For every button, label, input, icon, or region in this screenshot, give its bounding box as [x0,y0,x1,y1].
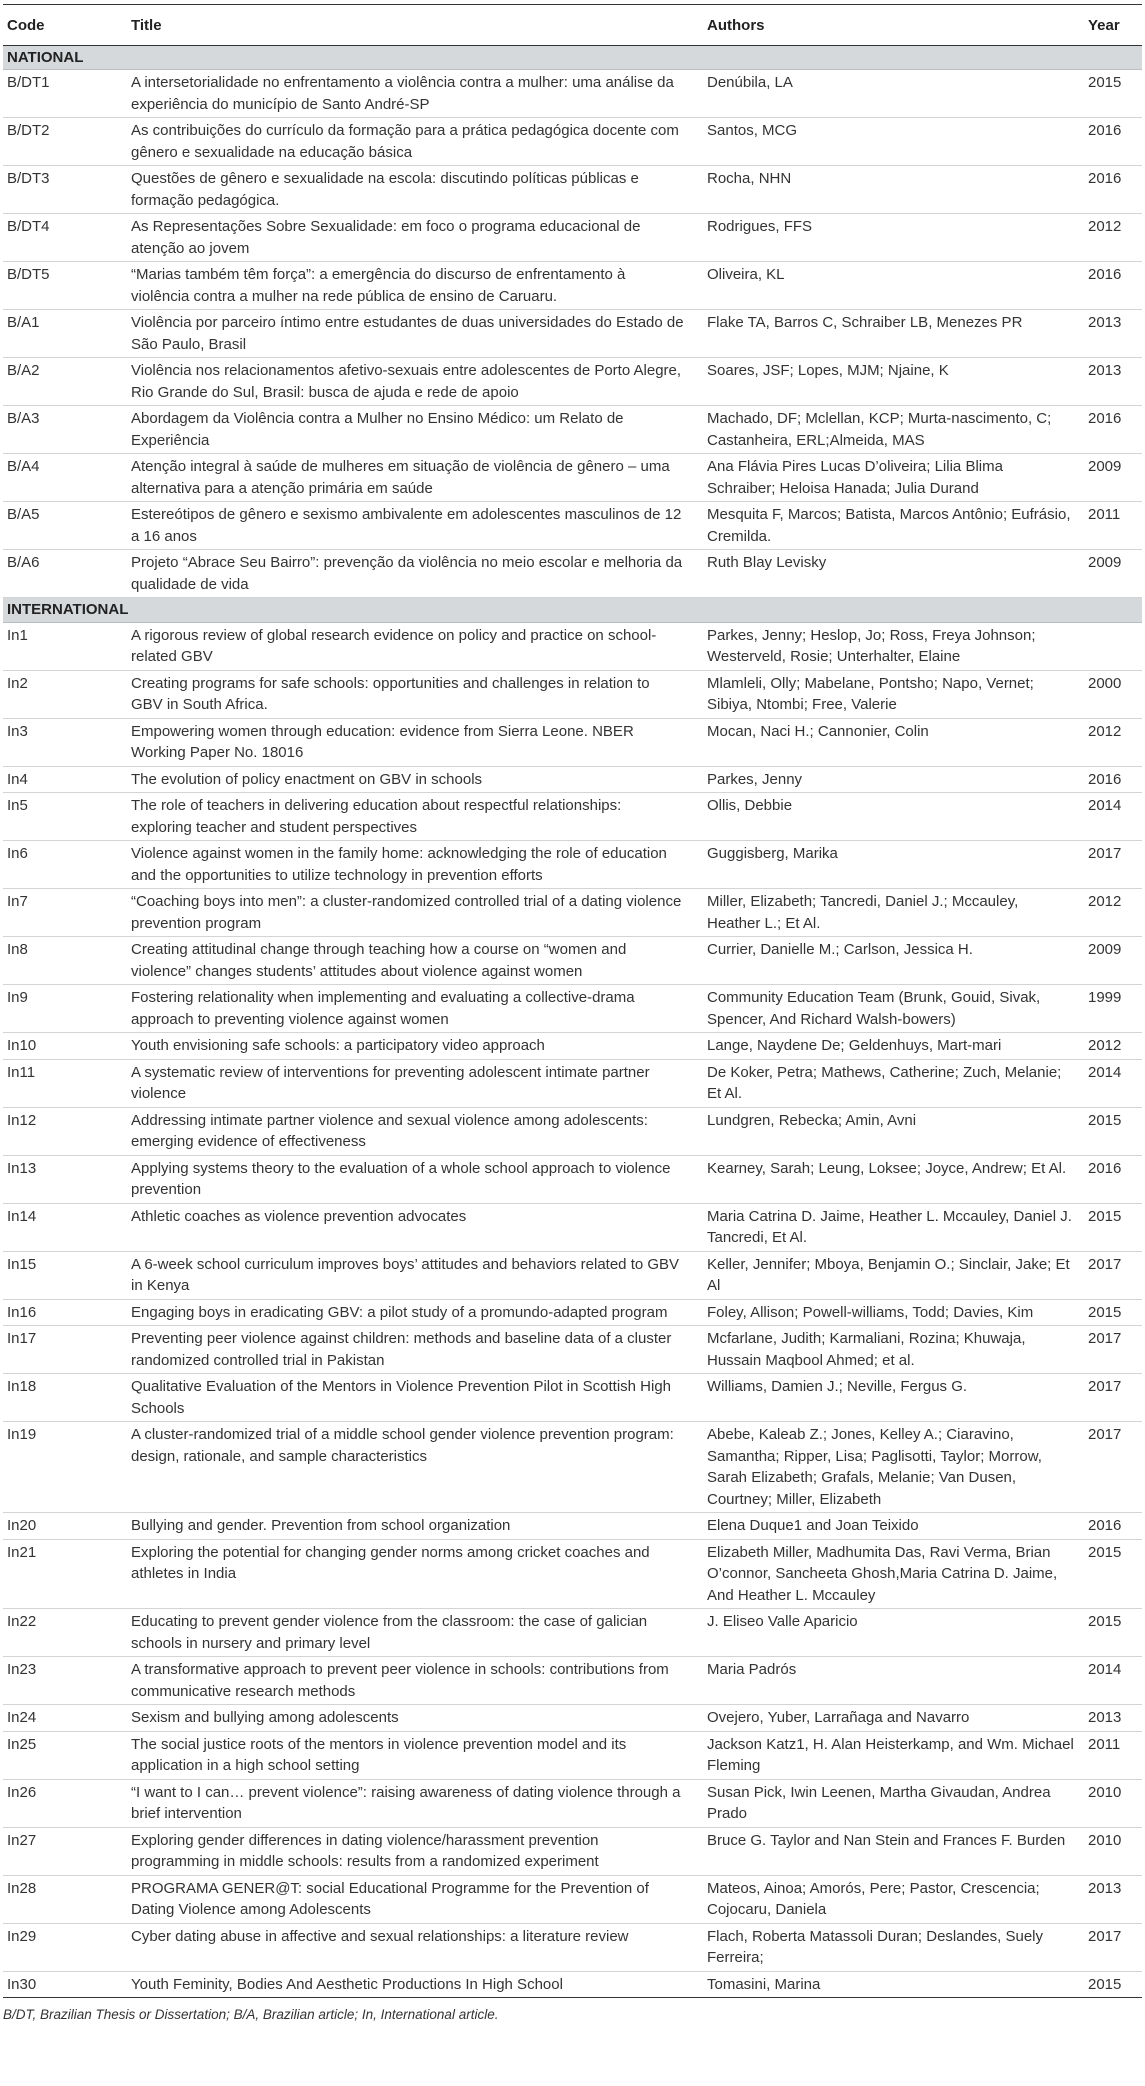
cell-authors: De Koker, Petra; Mathews, Catherine; Zuch, Melanie; Et Al. [703,1059,1084,1107]
cell-code: In8 [3,937,127,985]
table-row [3,1875,1142,1923]
table-row [3,1971,1142,1998]
table-row [3,1251,1142,1299]
cell-year: 2013 [1084,358,1142,406]
table-row [3,70,1142,118]
cell-code: In20 [3,1513,127,1540]
cell-code: In11 [3,1059,127,1107]
cell-title: Exploring the potential for changing gender norms among cricket coaches and athletes in India [127,1539,703,1609]
cell-title: Bullying and gender. Prevention from school organization [127,1513,703,1540]
table-row [3,622,1142,670]
cell-title: Projeto “Abrace Seu Bairro”: prevenção da violência no meio escolar e melhoria da qualidade de vida [127,550,703,598]
cell-title: Fostering relationality when implementing and evaluating a collective-drama approach to preventing violence against women [127,985,703,1033]
cell-year: 2013 [1084,1705,1142,1732]
cell-title: A intersetorialidade no enfrentamento a violência contra a mulher: uma análise da experiência do município de Santo André-SP [127,70,703,118]
cell-title: Youth Feminity, Bodies And Aesthetic Productions In High School [127,1971,703,1998]
cell-authors: Ollis, Debbie [703,793,1084,841]
cell-code: B/DT2 [3,118,127,166]
cell-code: In19 [3,1422,127,1513]
cell-year: 2017 [1084,1422,1142,1513]
cell-year: 2017 [1084,1923,1142,1971]
table-row [3,1326,1142,1374]
cell-title: “Coaching boys into men”: a cluster-randomized controlled trial of a dating violence prevention program [127,889,703,937]
table-row [3,670,1142,718]
cell-title: Violence against women in the family home: acknowledging the role of education and the opportunities to utilize technology in prevention efforts [127,841,703,889]
table-row [3,766,1142,793]
section-row [3,598,1142,623]
table-row [3,841,1142,889]
cell-title: Empowering women through education: evidence from Sierra Leone. NBER Working Paper No. 18016 [127,718,703,766]
cell-authors: Mocan, Naci H.; Cannonier, Colin [703,718,1084,766]
cell-year: 2000 [1084,670,1142,718]
cell-code: In13 [3,1155,127,1203]
cell-authors: Maria Catrina D. Jaime, Heather L. Mccauley, Daniel J. Tancredi, Et Al. [703,1203,1084,1251]
table-row [3,1779,1142,1827]
cell-title: The evolution of policy enactment on GBV in schools [127,766,703,793]
cell-year: 2014 [1084,1657,1142,1705]
cell-authors: Community Education Team (Brunk, Gouid, Sivak, Spencer, And Richard Walsh-bowers) [703,985,1084,1033]
cell-authors: Denúbila, LA [703,70,1084,118]
cell-code: B/A1 [3,310,127,358]
cell-code: In25 [3,1731,127,1779]
cell-year: 2016 [1084,1155,1142,1203]
cell-authors: Parkes, Jenny [703,766,1084,793]
cell-year: 2017 [1084,841,1142,889]
cell-code: In10 [3,1033,127,1060]
cell-authors: Mateos, Ainoa; Amorós, Pere; Pastor, Crescencia; Cojocaru, Daniela [703,1875,1084,1923]
cell-authors: Mcfarlane, Judith; Karmaliani, Rozina; Khuwaja, Hussain Maqbool Ahmed; et al. [703,1326,1084,1374]
header-title: Title [127,5,703,46]
table-row [3,1059,1142,1107]
table-row [3,1923,1142,1971]
cell-code: In26 [3,1779,127,1827]
cell-authors: Susan Pick, Iwin Leenen, Martha Givaudan, Andrea Prado [703,1779,1084,1827]
table-row [3,1422,1142,1513]
cell-title: Estereótipos de gênero e sexismo ambivalente em adolescentes masculinos de 12 a 16 anos [127,502,703,550]
cell-year: 2016 [1084,118,1142,166]
cell-year: 2009 [1084,454,1142,502]
cell-title: The role of teachers in delivering education about respectful relationships: exploring teacher and student perspectives [127,793,703,841]
cell-year: 2015 [1084,1203,1142,1251]
table-row [3,262,1142,310]
cell-authors: J. Eliseo Valle Aparicio [703,1609,1084,1657]
cell-year: 2015 [1084,1107,1142,1155]
table-row [3,985,1142,1033]
cell-authors: Lundgren, Rebecka; Amin, Avni [703,1107,1084,1155]
cell-title: Violência por parceiro íntimo entre estudantes de duas universidades do Estado de São Paulo, Brasil [127,310,703,358]
cell-code: B/DT4 [3,214,127,262]
cell-title: Educating to prevent gender violence from the classroom: the case of galician schools in nursery and primary level [127,1609,703,1657]
cell-title: Preventing peer violence against children: methods and baseline data of a cluster randomized controlled trial in Pakistan [127,1326,703,1374]
header-code: Code [3,5,127,46]
table-row [3,889,1142,937]
table-row [3,502,1142,550]
cell-authors: Bruce G. Taylor and Nan Stein and Frances F. Burden [703,1827,1084,1875]
cell-code: B/A4 [3,454,127,502]
table-row [3,1203,1142,1251]
cell-title: “I want to I can… prevent violence”: raising awareness of dating violence through a brief intervention [127,1779,703,1827]
cell-year: 2014 [1084,1059,1142,1107]
table-row [3,214,1142,262]
cell-year: 2015 [1084,1971,1142,1998]
cell-authors: Maria Padrós [703,1657,1084,1705]
cell-year: 2016 [1084,766,1142,793]
cell-year: 2014 [1084,793,1142,841]
cell-authors: Kearney, Sarah; Leung, Loksee; Joyce, Andrew; Et Al. [703,1155,1084,1203]
table-row [3,718,1142,766]
cell-code: B/A3 [3,406,127,454]
table-row [3,118,1142,166]
cell-code: In12 [3,1107,127,1155]
cell-authors: Williams, Damien J.; Neville, Fergus G. [703,1374,1084,1422]
cell-code: In7 [3,889,127,937]
table-row [3,1609,1142,1657]
cell-code: In18 [3,1374,127,1422]
cell-year: 2012 [1084,889,1142,937]
cell-year: 2012 [1084,214,1142,262]
table-body [3,45,1142,1998]
cell-year: 2017 [1084,1374,1142,1422]
section-label: NATIONAL [3,45,1142,70]
cell-code: B/A5 [3,502,127,550]
cell-code: In6 [3,841,127,889]
cell-year: 2015 [1084,70,1142,118]
cell-year: 2016 [1084,166,1142,214]
cell-code: B/DT5 [3,262,127,310]
cell-code: In3 [3,718,127,766]
cell-authors: Soares, JSF; Lopes, MJM; Njaine, K [703,358,1084,406]
section-label: INTERNATIONAL [3,598,1142,623]
cell-title: A rigorous review of global research evidence on policy and practice on school-related GBV [127,622,703,670]
cell-code: B/A6 [3,550,127,598]
cell-code: In28 [3,1875,127,1923]
cell-year: 2016 [1084,1513,1142,1540]
cell-title: Addressing intimate partner violence and sexual violence among adolescents: emerging evidence of effectiveness [127,1107,703,1155]
cell-authors: Elizabeth Miller, Madhumita Das, Ravi Verma, Brian O’connor, Sancheeta Ghosh,Maria Catrina D. Jaime, And Heather L. Mccauley [703,1539,1084,1609]
cell-title: “Marias também têm força”: a emergência do discurso de enfrentamento à violência contra a mulher na rede pública de ensino de Caruaru. [127,262,703,310]
cell-code: In16 [3,1299,127,1326]
cell-authors: Elena Duque1 and Joan Teixido [703,1513,1084,1540]
cell-title: The social justice roots of the mentors in violence prevention model and its application in a high school setting [127,1731,703,1779]
cell-code: In5 [3,793,127,841]
cell-title: A systematic review of interventions for preventing adolescent intimate partner violence [127,1059,703,1107]
cell-title: Applying systems theory to the evaluation of a whole school approach to violence prevention [127,1155,703,1203]
cell-year: 2011 [1084,1731,1142,1779]
cell-title: As Representações Sobre Sexualidade: em foco o programa educacional de atenção ao jovem [127,214,703,262]
cell-year: 2011 [1084,502,1142,550]
cell-authors: Flake TA, Barros C, Schraiber LB, Menezes PR [703,310,1084,358]
cell-year: 2012 [1084,1033,1142,1060]
header-year: Year [1084,5,1142,46]
cell-year: 2015 [1084,1609,1142,1657]
cell-code: In29 [3,1923,127,1971]
table-row [3,406,1142,454]
cell-title: Athletic coaches as violence prevention advocates [127,1203,703,1251]
cell-code: In1 [3,622,127,670]
table-row [3,358,1142,406]
table-row [3,1155,1142,1203]
cell-code: In4 [3,766,127,793]
header-authors: Authors [703,5,1084,46]
table-row [3,937,1142,985]
cell-title: Atenção integral à saúde de mulheres em situação de violência de gênero – uma alternativa para a atenção primária em saúde [127,454,703,502]
cell-title: PROGRAMA GENER@T: social Educational Programme for the Prevention of Dating Violence among Adolescents [127,1875,703,1923]
cell-year: 2009 [1084,937,1142,985]
cell-authors: Machado, DF; Mclellan, KCP; Murta-nascimento, C; Castanheira, ERL;Almeida, MAS [703,406,1084,454]
cell-title: Sexism and bullying among adolescents [127,1705,703,1732]
cell-authors: Rocha, NHN [703,166,1084,214]
cell-title: Creating attitudinal change through teaching how a course on “women and violence” changes students’ attitudes about violence against women [127,937,703,985]
table-row [3,166,1142,214]
table-row [3,1374,1142,1422]
cell-code: In24 [3,1705,127,1732]
references-table [3,4,1142,1998]
cell-authors: Mlamleli, Olly; Mabelane, Pontsho; Napo, Vernet; Sibiya, Ntombi; Free, Valerie [703,670,1084,718]
cell-title: A cluster-randomized trial of a middle school gender violence prevention program: design, rationale, and sample characteristics [127,1422,703,1513]
cell-authors: Keller, Jennifer; Mboya, Benjamin O.; Sinclair, Jake; Et Al [703,1251,1084,1299]
cell-year: 2015 [1084,1299,1142,1326]
cell-code: In2 [3,670,127,718]
cell-authors: Rodrigues, FFS [703,214,1084,262]
cell-title: Abordagem da Violência contra a Mulher no Ensino Médico: um Relato de Experiência [127,406,703,454]
cell-title: Cyber dating abuse in affective and sexual relationships: a literature review [127,1923,703,1971]
table-row [3,1705,1142,1732]
table-row [3,1657,1142,1705]
cell-code: In23 [3,1657,127,1705]
cell-title: As contribuições do currículo da formação para a prática pedagógica docente com gênero e sexualidade na educação básica [127,118,703,166]
table-row [3,1731,1142,1779]
cell-code: In27 [3,1827,127,1875]
cell-authors: Lange, Naydene De; Geldenhuys, Mart-mari [703,1033,1084,1060]
cell-authors: Mesquita F, Marcos; Batista, Marcos Antônio; Eufrásio, Cremilda. [703,502,1084,550]
cell-year [1084,622,1142,670]
cell-year: 2010 [1084,1779,1142,1827]
cell-title: Youth envisioning safe schools: a participatory video approach [127,1033,703,1060]
cell-title: A transformative approach to prevent peer violence in schools: contributions from communicative research methods [127,1657,703,1705]
cell-year: 2013 [1084,310,1142,358]
cell-title: Creating programs for safe schools: opportunities and challenges in relation to GBV in South Africa. [127,670,703,718]
cell-authors: Ruth Blay Levisky [703,550,1084,598]
cell-code: B/DT3 [3,166,127,214]
cell-year: 2016 [1084,406,1142,454]
cell-year: 2012 [1084,718,1142,766]
cell-year: 2016 [1084,262,1142,310]
cell-code: In21 [3,1539,127,1609]
table-row [3,1299,1142,1326]
cell-code: In15 [3,1251,127,1299]
cell-code: In17 [3,1326,127,1374]
table-row [3,310,1142,358]
cell-authors: Parkes, Jenny; Heslop, Jo; Ross, Freya Johnson; Westerveld, Rosie; Unterhalter, Elaine [703,622,1084,670]
table-row [3,793,1142,841]
cell-year: 2013 [1084,1875,1142,1923]
cell-authors: Miller, Elizabeth; Tancredi, Daniel J.; Mccauley, Heather L.; Et Al. [703,889,1084,937]
cell-code: In22 [3,1609,127,1657]
cell-authors: Jackson Katz1, H. Alan Heisterkamp, and Wm. Michael Fleming [703,1731,1084,1779]
cell-year: 1999 [1084,985,1142,1033]
table-row [3,454,1142,502]
table-row [3,1107,1142,1155]
cell-title: Qualitative Evaluation of the Mentors in Violence Prevention Pilot in Scottish High Schools [127,1374,703,1422]
cell-code: In14 [3,1203,127,1251]
cell-authors: Currier, Danielle M.; Carlson, Jessica H. [703,937,1084,985]
cell-code: In9 [3,985,127,1033]
cell-authors: Abebe, Kaleab Z.; Jones, Kelley A.; Ciaravino, Samantha; Ripper, Lisa; Paglisotti, Taylor; Morrow, Sarah Elizabeth; Grafals, Melanie; Van Dusen, Courtney; Miller, Elizabeth [703,1422,1084,1513]
cell-year: 2010 [1084,1827,1142,1875]
cell-authors: Foley, Allison; Powell-williams, Todd; Davies, Kim [703,1299,1084,1326]
cell-authors: Flach, Roberta Matassoli Duran; Deslandes, Suely Ferreira; [703,1923,1084,1971]
cell-authors: Ana Flávia Pires Lucas D’oliveira; Lilia Blima Schraiber; Heloisa Hanada; Julia Durand [703,454,1084,502]
cell-year: 2015 [1084,1539,1142,1609]
cell-year: 2017 [1084,1326,1142,1374]
table-row [3,1033,1142,1060]
cell-year: 2009 [1084,550,1142,598]
table-row [3,1513,1142,1540]
cell-authors: Guggisberg, Marika [703,841,1084,889]
cell-title: Exploring gender differences in dating violence/harassment prevention programming in middle schools: results from a randomized experiment [127,1827,703,1875]
cell-year: 2017 [1084,1251,1142,1299]
table-row [3,550,1142,598]
table-row [3,1827,1142,1875]
cell-title: Engaging boys in eradicating GBV: a pilot study of a promundo-adapted program [127,1299,703,1326]
cell-authors: Ovejero, Yuber, Larrañaga and Navarro [703,1705,1084,1732]
cell-title: Violência nos relacionamentos afetivo-sexuais entre adolescentes de Porto Alegre, Rio Grande do Sul, Brasil: busca de ajuda e rede de apoio [127,358,703,406]
cell-authors: Tomasini, Marina [703,1971,1084,1998]
cell-authors: Santos, MCG [703,118,1084,166]
cell-authors: Oliveira, KL [703,262,1084,310]
table-row [3,1539,1142,1609]
cell-code: In30 [3,1971,127,1998]
cell-title: A 6-week school curriculum improves boys’ attitudes and behaviors related to GBV in Kenya [127,1251,703,1299]
section-row [3,45,1142,70]
cell-code: B/DT1 [3,70,127,118]
cell-title: Questões de gênero e sexualidade na escola: discutindo políticas públicas e formação pedagógica. [127,166,703,214]
cell-code: B/A2 [3,358,127,406]
table-header-row [3,5,1142,46]
table-footnote: B/DT, Brazilian Thesis or Dissertation; B/A, Brazilian article; In, International article. [3,2007,499,2022]
